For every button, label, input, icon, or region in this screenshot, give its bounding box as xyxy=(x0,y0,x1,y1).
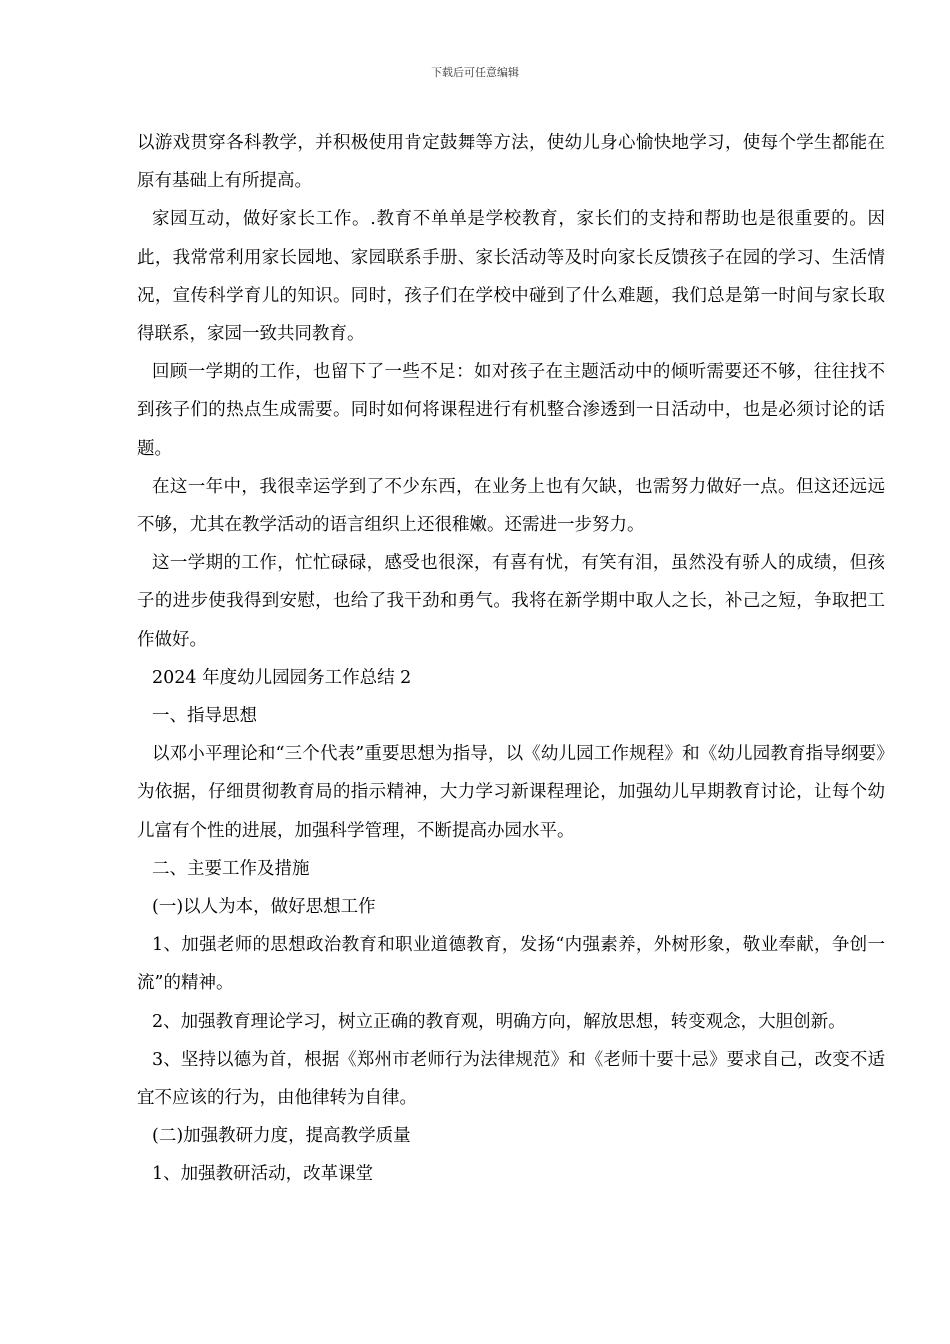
document-body xyxy=(137,124,885,1194)
paragraph: 在这一年中，我很幸运学到了不少东西，在业务上也有欠缺，也需努力做好一点。但这还远远不够，尤其在教学活动的语言组织上还很稚嫩。还需进一步努力。 xyxy=(137,476,885,536)
section-heading: 二、主要工作及措施 xyxy=(152,858,310,879)
list-item: 2、加强教育理论学习，树立正确的教育观，明确方向，解放思想，转变观念，大胆创新。 xyxy=(152,1011,846,1032)
list-item: 1、加强教研活动，改革课堂 xyxy=(152,1164,374,1185)
section-heading: 一、指导思想 xyxy=(152,706,257,727)
subsection-heading: (一)以人为本，做好思想工作 xyxy=(152,897,376,918)
paragraph: 以邓小平理论和“三个代表”重要思想为指导，以《幼儿园工作规程》和《幼儿园教育指导纲要》为依据，仔细贯彻教育局的指示精神，大力学习新课程理论，加强幼儿早期教育讨论，让每个幼儿富有个性的进展，加强科学管理，不断提高办园水平。 xyxy=(137,744,885,841)
section-title: 2024 年度幼儿园园务工作总结 2 xyxy=(152,667,412,688)
subsection-heading: (二)加强教研力度，提高教学质量 xyxy=(152,1126,411,1147)
page-header: 下载后可任意编辑 xyxy=(431,66,519,79)
list-item: 3、坚持以德为首，根据《郑州市老师行为法律规范》和《老师十要十忌》要求自己，改变不适宜不应该的行为，由他律转为自律。 xyxy=(137,1049,885,1109)
paragraph: 回顾一学期的工作，也留下了一些不足：如对孩子在主题活动中的倾听需要还不够，往往找不到孩子们的热点生成需要。同时如何将课程进行有机整合渗透到一日活动中，也是必须讨论的话题。 xyxy=(137,362,885,459)
list-item: 1、加强老师的思想政治教育和职业道德教育，发扬“内强素养，外树形象，敬业奉献，争创一流”的精神。 xyxy=(137,935,885,994)
paragraph: 家园互动，做好家长工作。.教育不单单是学校教育，家长们的支持和帮助也是很重要的。因此，我常常利用家长园地、家园联系手册、家长活动等及时向家长反馈孩子在园的学习、生活情况，宣传科学育儿的知识。同时，孩子们在学校中碰到了什么难题，我们总是第一时间与家长取得联系，家园一致共同教育。 xyxy=(137,209,885,345)
paragraph: 以游戏贯穿各科教学，并积极使用肯定鼓舞等方法，使幼儿身心愉快地学习，使每个学生都能在原有基础上有所提高。 xyxy=(137,133,885,192)
paragraph: 这一学期的工作，忙忙碌碌，感受也很深，有喜有忧，有笑有泪，虽然没有骄人的成绩，但孩子的进步使我得到安慰，也给了我干劲和勇气。我将在新学期中取人之长，补己之短，争取把工作做好。 xyxy=(137,553,885,650)
